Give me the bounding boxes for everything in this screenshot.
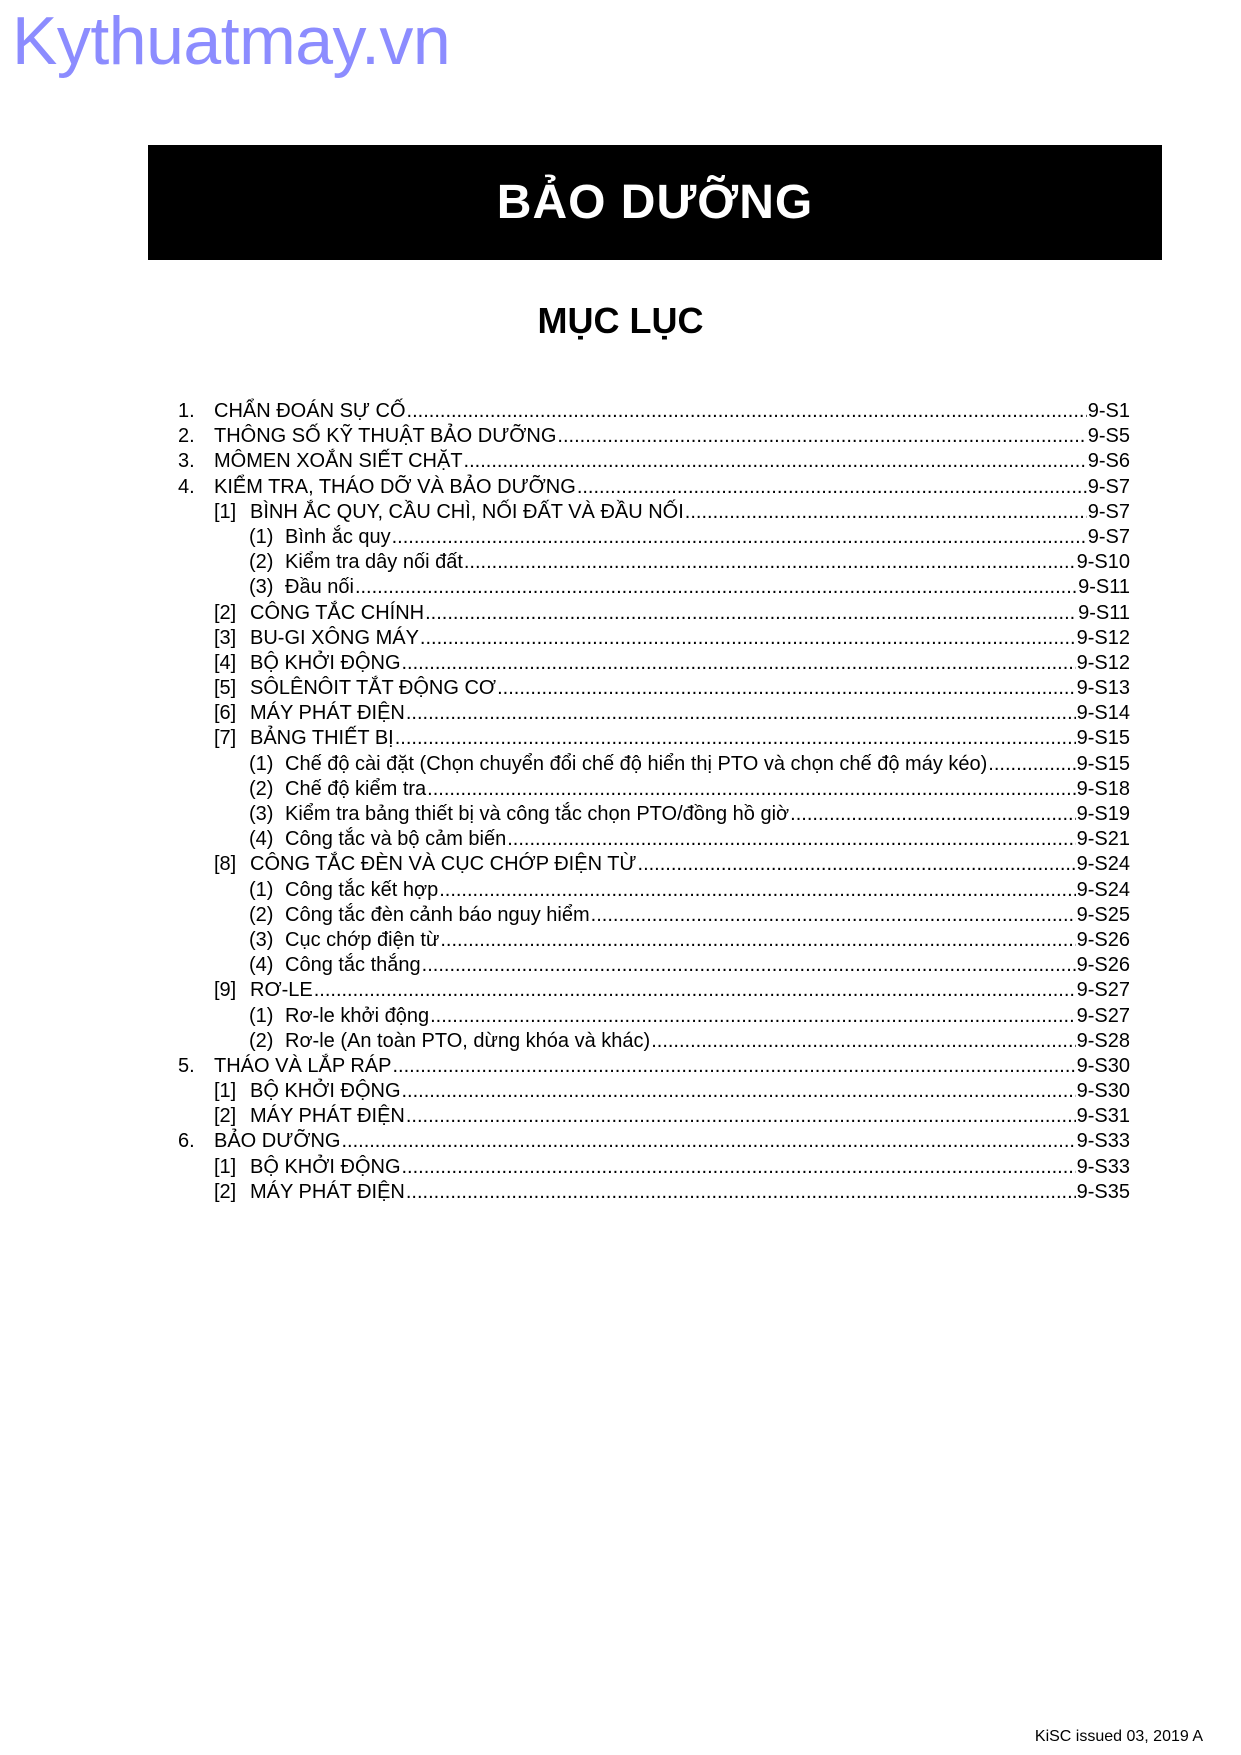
- toc-entry-page: 9-S6: [1087, 450, 1130, 473]
- toc-leader-dots: [497, 676, 1076, 701]
- toc-entry-title: MÁY PHÁT ĐIỆN: [250, 1105, 405, 1128]
- toc-leader-dots: [427, 777, 1075, 802]
- toc-entry-page: 9-S26: [1076, 928, 1130, 951]
- toc-entry-title: Đầu nối: [285, 576, 354, 599]
- toc-entry-page: 9-S13: [1076, 677, 1130, 700]
- toc-entry[interactable]: [178, 525, 1130, 550]
- toc-entry-number: (2): [249, 903, 274, 926]
- toc-entry-number: [5]: [214, 677, 237, 700]
- toc-entry-title: Rơ-le khởi động: [285, 1004, 430, 1027]
- toc-entry-number: (1): [249, 752, 274, 775]
- toc-entry-page: 9-S11: [1078, 601, 1130, 624]
- toc-entry-number: (3): [249, 576, 274, 599]
- toc-entry-title: Chế độ cài đặt (Chọn chuyển đổi chế độ hiển thị PTO và chọn chế độ máy kéo): [285, 752, 988, 775]
- toc-entry-title: CHẨN ĐOÁN SỰ CỐ: [214, 400, 406, 422]
- toc-entry-number: (4): [249, 954, 274, 977]
- toc-entry[interactable]: [178, 752, 1130, 777]
- toc-leader-dots: [440, 928, 1075, 953]
- toc-entry-title: BẢNG THIẾT BỊ: [250, 727, 394, 750]
- toc-entry[interactable]: [178, 1180, 1130, 1205]
- watermark-logo-text: Kythuatmay.vn: [12, 3, 451, 79]
- toc-entry-title: Công tắc thắng: [285, 954, 421, 977]
- toc-entry[interactable]: [178, 1079, 1130, 1104]
- toc-entry-number: 4.: [178, 475, 195, 498]
- toc-entry-title: BỘ KHỞI ĐỘNG: [250, 651, 401, 674]
- toc-entry[interactable]: [178, 1029, 1130, 1054]
- toc-entry-page: 9-S27: [1076, 979, 1130, 1002]
- toc-entry-page: 9-S33: [1076, 1155, 1130, 1178]
- toc-leader-dots: [439, 878, 1075, 903]
- toc-entry-page: 9-S7: [1087, 525, 1130, 548]
- toc-entry-title: Chế độ kiểm tra: [285, 777, 427, 800]
- toc-entry[interactable]: [178, 1155, 1130, 1180]
- toc-entry[interactable]: [178, 802, 1130, 827]
- toc-entry-number: [9]: [214, 979, 237, 1002]
- toc-entry-page: 9-S25: [1076, 903, 1130, 926]
- toc-entry-title: Rơ-le (An toàn PTO, dừng khóa và khác): [285, 1029, 651, 1052]
- toc-entry[interactable]: [178, 676, 1130, 701]
- toc-entry-number: 1.: [178, 400, 195, 422]
- toc-entry-title: CÔNG TẮC CHÍNH: [250, 601, 425, 624]
- toc-entry-page: 9-S28: [1076, 1029, 1130, 1052]
- document-title: BẢO DƯỠNG: [496, 176, 814, 229]
- toc-entry-title: BU-GI XÔNG MÁY: [250, 626, 419, 649]
- toc-entry-page: 9-S1: [1087, 400, 1130, 422]
- toc-entry-title: MÁY PHÁT ĐIỆN: [250, 702, 405, 725]
- toc-entry[interactable]: [178, 726, 1130, 751]
- toc-entry-number: (4): [249, 828, 274, 851]
- toc-leader-dots: [402, 1155, 1076, 1180]
- toc-leader-dots: [407, 399, 1087, 424]
- toc-entry-number: [3]: [214, 626, 237, 649]
- toc-entry-title: Công tắc đèn cảnh báo nguy hiểm: [285, 903, 590, 926]
- toc-leader-dots: [988, 752, 1075, 777]
- toc-leader-dots: [392, 525, 1087, 550]
- toc-entry-title: Công tắc kết hợp: [285, 878, 439, 901]
- toc-entry-title: SÔLÊNÔIT TẮT ĐỘNG CƠ: [250, 677, 497, 700]
- toc-entry-number: (1): [249, 1004, 274, 1027]
- toc-entry[interactable]: [178, 550, 1130, 575]
- toc-leader-dots: [464, 449, 1087, 474]
- toc-entry-page: 9-S10: [1076, 551, 1130, 574]
- toc-entry-title: KIỂM TRA, THÁO DỠ VÀ BẢO DƯỠNG: [214, 475, 576, 498]
- toc-entry-number: 6.: [178, 1130, 195, 1153]
- toc-entry-page: 9-S5: [1087, 425, 1130, 448]
- toc-entry-title: MÁY PHÁT ĐIỆN: [250, 1180, 405, 1203]
- toc-entry-title: Bình ắc quy: [285, 525, 391, 548]
- title-banner: [148, 145, 1162, 260]
- toc-entry[interactable]: [178, 475, 1130, 500]
- toc-leader-dots: [685, 500, 1087, 525]
- toc-leader-dots: [422, 953, 1076, 978]
- toc-entry-number: 3.: [178, 450, 195, 473]
- toc-leader-dots: [430, 1004, 1076, 1029]
- toc-entry-page: 9-S24: [1076, 853, 1130, 876]
- toc-leader-dots: [314, 978, 1076, 1003]
- toc-entry-number: [1]: [214, 1155, 237, 1178]
- toc-entry-page: 9-S31: [1076, 1105, 1130, 1128]
- toc-entry-title: MÔMEN XOẮN SIẾT CHẶT: [214, 450, 463, 473]
- toc-leader-dots: [355, 575, 1077, 600]
- toc-entry-number: [1]: [214, 1080, 237, 1103]
- toc-entry[interactable]: [178, 928, 1130, 953]
- toc-entry[interactable]: [178, 1054, 1130, 1079]
- toc-entry[interactable]: [178, 626, 1130, 651]
- toc-entry-title: Công tắc và bộ cảm biến: [285, 828, 507, 851]
- toc-entry-page: 9-S18: [1076, 777, 1130, 800]
- toc-leader-dots: [392, 1054, 1075, 1079]
- toc-leader-dots: [402, 651, 1076, 676]
- toc-entry[interactable]: [178, 878, 1130, 903]
- toc-leader-dots: [464, 550, 1076, 575]
- toc-entry[interactable]: [178, 424, 1130, 449]
- toc-heading: MỤC LỤC: [537, 300, 704, 341]
- toc-leader-dots: [341, 1129, 1075, 1154]
- toc-entry-page: 9-S30: [1076, 1054, 1130, 1077]
- toc-entry[interactable]: [178, 852, 1130, 877]
- toc-entry-page: 9-S21: [1076, 828, 1130, 851]
- toc-entry-number: [7]: [214, 727, 237, 750]
- toc-entry-title: CÔNG TẮC ĐÈN VÀ CỤC CHỚP ĐIỆN TỪ: [250, 853, 637, 876]
- toc-entry[interactable]: [178, 701, 1130, 726]
- toc-entry-title: THÁO VÀ LẮP RÁP: [214, 1054, 392, 1077]
- toc-leader-dots: [402, 1079, 1076, 1104]
- toc-entry-number: 5.: [178, 1054, 195, 1077]
- toc-entry[interactable]: [178, 1104, 1130, 1129]
- toc-entry[interactable]: [178, 777, 1130, 802]
- toc-leader-dots: [406, 1104, 1076, 1129]
- toc-entry[interactable]: [178, 827, 1130, 852]
- toc-entry-page: 9-S27: [1076, 1004, 1130, 1027]
- toc-leader-dots: [395, 726, 1076, 751]
- toc-entry-page: 9-S7: [1087, 500, 1130, 523]
- toc-entry-number: [4]: [214, 651, 237, 674]
- toc-entry-number: 2.: [178, 425, 195, 448]
- toc-leader-dots: [638, 852, 1076, 877]
- toc-entry-title: RƠ-LE: [250, 979, 313, 1002]
- toc-entry-number: (2): [249, 777, 274, 800]
- toc-entry[interactable]: [178, 575, 1130, 600]
- toc-entry-page: 9-S15: [1076, 727, 1130, 750]
- toc-entry-title: Kiểm tra bảng thiết bị và công tắc chọn PTO/đồng hồ giờ: [285, 803, 790, 825]
- toc-entry-number: [8]: [214, 853, 237, 876]
- toc-leader-dots: [790, 802, 1075, 827]
- table-of-contents: [178, 399, 1130, 1205]
- toc-leader-dots: [591, 903, 1076, 928]
- toc-entry-number: (1): [249, 878, 274, 901]
- toc-entry-page: 9-S26: [1076, 954, 1130, 977]
- toc-leader-dots: [420, 626, 1076, 651]
- toc-entry[interactable]: [178, 500, 1130, 525]
- toc-entry-title: Cục chớp điện từ: [285, 928, 440, 951]
- toc-entry-page: 9-S24: [1076, 878, 1130, 901]
- toc-entry[interactable]: [178, 903, 1130, 928]
- toc-entry-page: 9-S14: [1076, 702, 1130, 725]
- toc-entry-page: 9-S30: [1076, 1080, 1130, 1103]
- toc-entry[interactable]: [178, 651, 1130, 676]
- toc-entry-page: 9-S11: [1078, 576, 1130, 599]
- toc-entry[interactable]: [178, 1004, 1130, 1029]
- toc-entry-page: 9-S35: [1076, 1180, 1130, 1203]
- toc-entry-title: THÔNG SỐ KỸ THUẬT BẢO DƯỠNG: [214, 425, 557, 448]
- toc-entry-page: 9-S33: [1076, 1130, 1130, 1153]
- toc-leader-dots: [557, 424, 1086, 449]
- toc-entry-number: [2]: [214, 1180, 237, 1203]
- toc-entry[interactable]: [178, 601, 1130, 626]
- toc-entry-number: [6]: [214, 702, 237, 725]
- toc-entry-number: (2): [249, 551, 274, 574]
- toc-leader-dots: [577, 475, 1087, 500]
- toc-entry-number: [2]: [214, 601, 237, 624]
- toc-entry-page: 9-S15: [1076, 752, 1130, 775]
- toc-entry-page: 9-S12: [1076, 651, 1130, 674]
- toc-leader-dots: [507, 827, 1075, 852]
- toc-entry-page: 9-S19: [1076, 803, 1130, 825]
- toc-entry-page: 9-S7: [1087, 475, 1130, 498]
- toc-entry-title: BỘ KHỞI ĐỘNG: [250, 1080, 401, 1103]
- toc-entry[interactable]: [178, 399, 1130, 424]
- toc-leader-dots: [651, 1029, 1075, 1054]
- toc-entry-title: BỘ KHỞI ĐỘNG: [250, 1155, 401, 1178]
- toc-entry-number: (1): [249, 525, 274, 548]
- toc-entry-number: [1]: [214, 500, 237, 523]
- toc-leader-dots: [406, 1180, 1076, 1205]
- toc-entry-number: (2): [249, 1029, 274, 1052]
- toc-entry-page: 9-S12: [1076, 626, 1130, 649]
- toc-entry[interactable]: [178, 1129, 1130, 1154]
- toc-entry-title: Kiểm tra dây nối đất: [285, 551, 463, 574]
- toc-entry-number: [2]: [214, 1105, 237, 1128]
- toc-entry[interactable]: [178, 449, 1130, 474]
- toc-entry[interactable]: [178, 953, 1130, 978]
- toc-entry-number: (3): [249, 928, 274, 951]
- toc-entry-title: BÌNH ẮC QUY, CẦU CHÌ, NỐI ĐẤT VÀ ĐẦU NỐI: [250, 500, 684, 523]
- toc-leader-dots: [406, 701, 1076, 726]
- toc-entry-title: BẢO DƯỠNG: [214, 1130, 341, 1153]
- toc-entry-number: (3): [249, 803, 274, 825]
- toc-entry[interactable]: [178, 978, 1130, 1003]
- toc-leader-dots: [425, 601, 1077, 626]
- footer-issue-note: KiSC issued 03, 2019 A: [1034, 1728, 1203, 1745]
